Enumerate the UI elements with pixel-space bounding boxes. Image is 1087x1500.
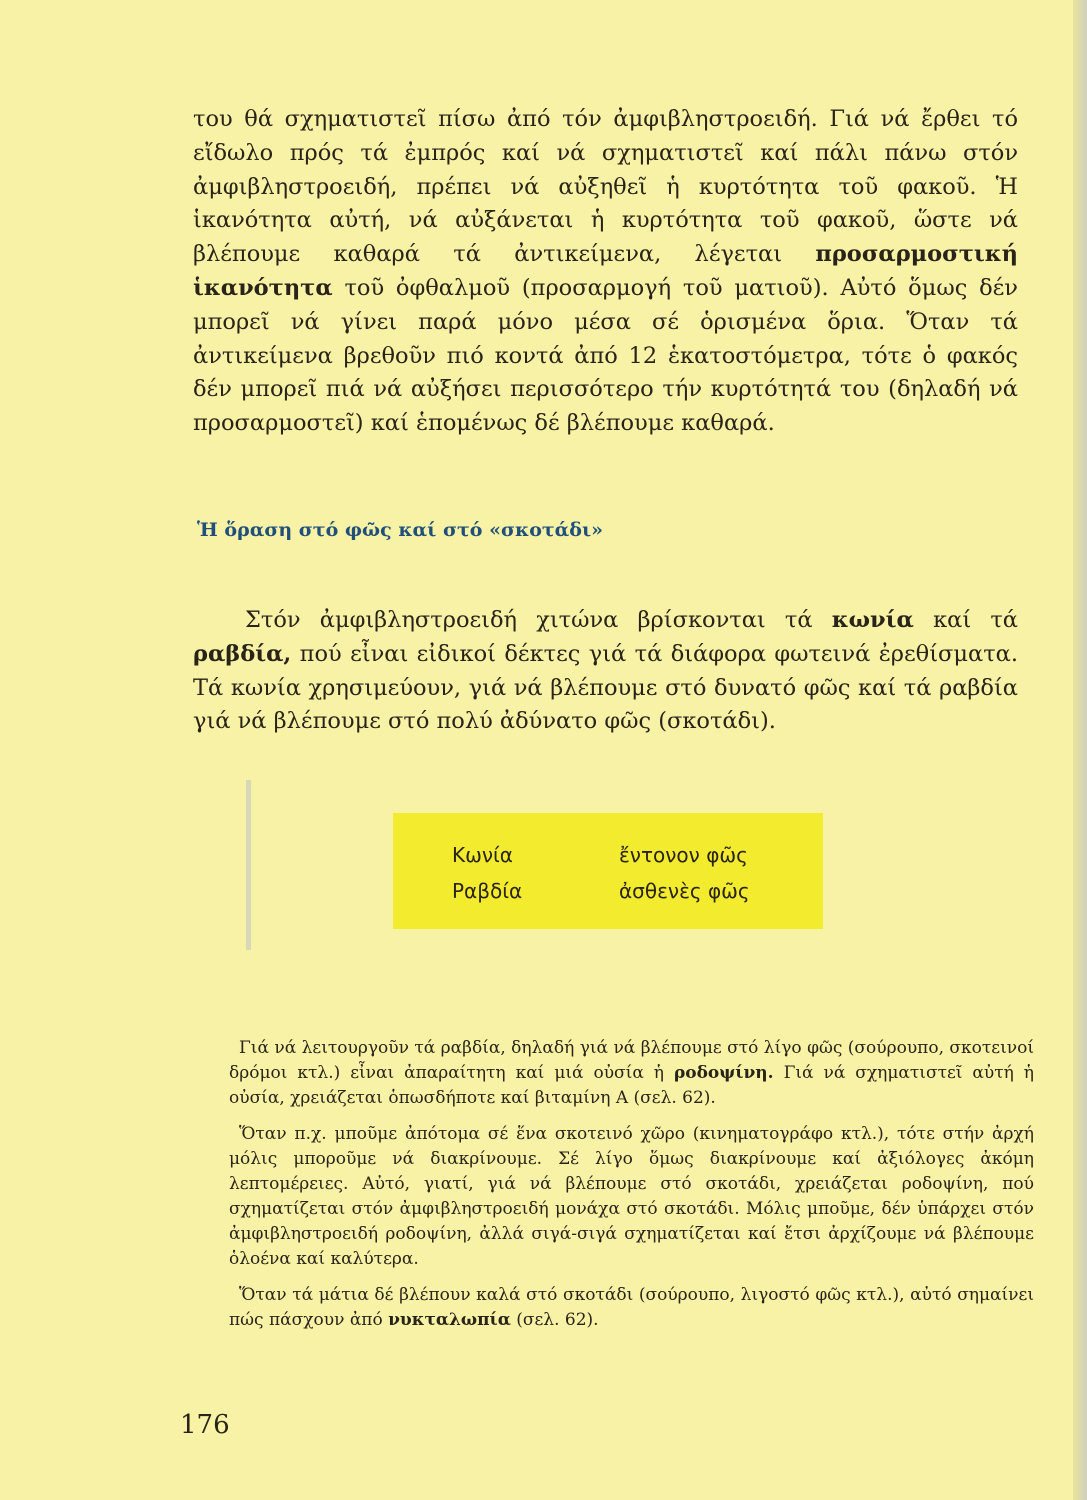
paragraph-2-part-2: καί τά: [913, 607, 1019, 633]
paragraph-2-part-3: πού εἶναι εἰδικοί δέκτες γιά τά διάφορα φωτεινά ἐρεθίσματα. Τά κωνία χρησιμεύουν, γιά νά βλέπουμε στό δυνατό φῶς καί τά ραβδία γιά νά βλέπουμε στό πολύ ἀδύνατο φῶς (σκοτάδι).: [193, 640, 1018, 735]
paragraph-2-part-1: Στόν ἀμφιβληστροειδή χιτώνα βρίσκονται τά: [245, 607, 832, 633]
page-number: 176: [180, 1410, 230, 1440]
note-night-blindness: [229, 1283, 1034, 1333]
term-night-blindness: νυκταλωπία: [388, 1310, 511, 1330]
term-description: ἔντονον φῶς: [619, 843, 748, 867]
note-dark-adaptation: Ὅταν π.χ. μποῦμε ἀπότομα σέ ἕνα σκοτεινό χῶρο (κινηματογράφο κτλ.), τότε στήν ἀρχή μόλις μποροῦμε νά διακρίνουμε. Σέ λίγο ὅμως διακρίνουμε καί ἀξιόλογες ἀκόμη λεπτομέρειες. Αὐτό, γιατί, γιά νά βλέπουμε στό σκοτάδι, χρειάζεται ροδοψίνη, πού σχηματίζεται στόν ἀμφιβληστροειδή μονάχα στό σκοτάδι. Μόλις μποῦμε, δέν ὑπάρχει στόν ἀμφιβληστροειδή ροδοψίνη, ἀλλά σιγά-σιγά σχηματίζεται καί ἔτσι ἀρχίζουμε νά βλέπουμε ὁλοένα καί καλύτερα.: [229, 1124, 1034, 1269]
note-1-part-2: Γιά νά σχηματιστεῖ αὐτή ἡ οὐσία, χρειάζεται ὁπωσδήποτε καί βιταμίνη Α (σελ. 62).: [229, 1063, 1034, 1108]
term-row-rods: [393, 879, 823, 909]
term-description: ἀσθενὲς φῶς: [619, 879, 750, 903]
paragraph-1-text: [193, 103, 1018, 441]
term-rhodopsin: ροδοψίνη.: [673, 1063, 774, 1083]
note-3-part-1: Ὅταν τά μάτια δέ βλέπουν καλά στό σκοτάδι (σούρουπο, λιγοστό φῶς κτλ.), αὐτό σημαίνει πώς πάσχουν ἀπό: [229, 1285, 1034, 1330]
notes-section: [229, 1036, 1034, 1344]
term-rods: ραβδία,: [193, 640, 292, 667]
term-accommodation: προσαρμοστική ἱκανότητα: [193, 241, 1018, 301]
note-3-part-2: (σελ. 62).: [510, 1310, 599, 1330]
body-paragraph-1: [193, 103, 1018, 441]
paragraph-2-text: [193, 604, 1018, 739]
paragraph-1-before: του θά σχηματιστεῖ πίσω ἀπό τόν ἀμφιβληστροειδή. Γιά νά ἔρθει τό εἴδωλο πρός τά ἐμπρός καί νά σχηματιστεῖ καί πάλι πάνω στόν ἀμφιβληστροειδή, πρέπει νά αὐξηθεῖ ἡ κυρτότητα τοῦ φακοῦ. Ἡ ἱκανότητα αὐτή, νά αὐξάνεται ἡ κυρτότητα τοῦ φακοῦ, ὥστε νά βλέπουμε καθαρά τά ἀντικείμενα, λέγεται: [193, 106, 1018, 268]
term-row-cones: [393, 843, 823, 873]
section-heading: Ἡ ὅραση στό φῶς καί στό «σκοτάδι»: [197, 519, 604, 541]
term-summary-box: [393, 813, 823, 929]
paragraph-1-after: τοῦ ὀφθαλμοῦ (προσαρμογή τοῦ ματιοῦ). Αὐτό ὅμως δέν μπορεῖ νά γίνει παρά μόνο μέσα σέ ὁρισμένα ὅρια. Ὅταν τά ἀντικείμενα βρεθοῦν πιό κοντά ἀπό 12 ἑκατοστόμετρα, τότε ὁ φακός δέν μπορεῖ πιά νά αὐξήσει περισσότερο τήν κυρτότητά του (δηλαδή νά προσαρμοστεῖ) καί ἑπομένως δέ βλέπουμε καθαρά.: [193, 274, 1018, 437]
note-1-part-1: Γιά νά λειτουργοῦν τά ραβδία, δηλαδή γιά νά βλέπουμε στό λίγο φῶς (σούρουπο, σκοτεινοί δρόμοι κτλ.) εἶναι ἀπαραίτητη καί μιά οὐσία ἡ: [229, 1038, 1034, 1083]
term-name: Ραβδία: [452, 879, 523, 903]
page-edge: [1073, 0, 1087, 1500]
term-name: Κωνία: [452, 843, 513, 867]
body-paragraph-2: [193, 604, 1018, 739]
note-rhodopsin: [229, 1036, 1034, 1111]
term-cones: κωνία: [831, 607, 914, 633]
margin-mark: [246, 780, 251, 950]
